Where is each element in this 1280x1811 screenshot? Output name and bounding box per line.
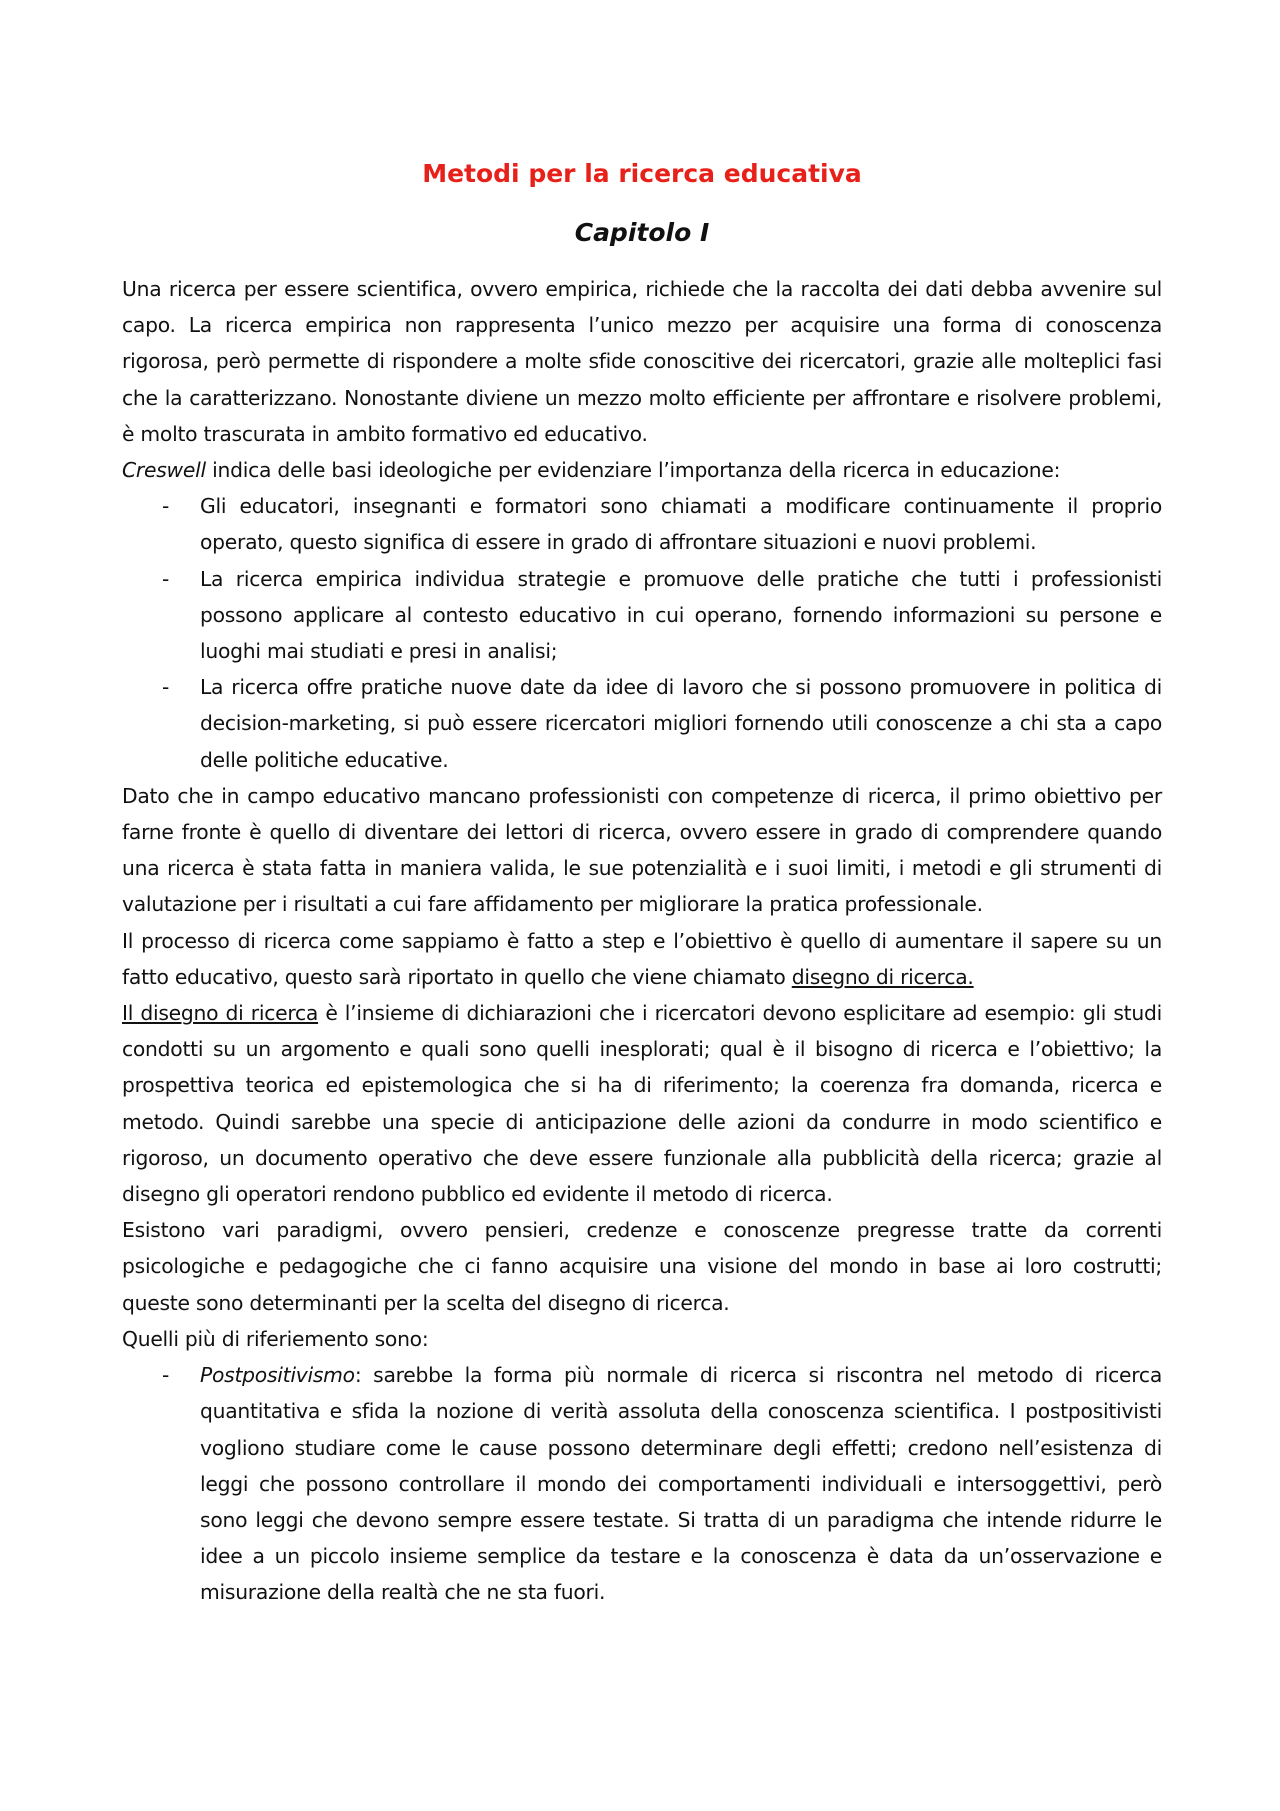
paragraph-processo-text: Il processo di ricerca come sappiamo è fatto a step e l’obiettivo è quello di aumentare il sapere su un fatto educativo, questo sarà riportato in quello che viene chiamato [122,928,1162,989]
document-body [122,271,1162,1611]
author-name: Creswell [122,458,206,483]
paragraph-disegno [122,995,1162,1212]
dash-bullet: - [162,675,170,700]
document-title: Metodi per la ricerca educativa [422,159,862,188]
disegno-term: Il disegno di ricerca [122,1001,319,1026]
dash-bullet: - [162,1363,170,1388]
paragraph-processo [122,923,1162,995]
paradigm-term: Postpositivismo [200,1363,355,1388]
paragraph-lettori: Dato che in campo educativo mancano professionisti con competenze di ricerca, il primo obiettivo per farne fronte è quello di diventare dei lettori di ricerca, ovvero essere in grado di comprendere quando una ricerca è stata fatta in maniera valida, le sue potenzialità e i suoi limiti, i metodi e gli strumenti di valutazione per i risultati a cui fare affidamento per migliorare la pratica professionale. [122,783,1162,917]
list-item-text: : sarebbe la forma più normale di ricerca si riscontra nel metodo di ricerca quantitativa e sfida la nozione di verità assoluta della conoscenza scientifica. I postpositivisti vogliono studiare come le cause possono determinare degli effetti; credono nell’esistenza di leggi che possono controllare il mondo dei comportamenti individuali e intersoggettivi, però sono leggi che devono sempre essere testate. Si tratta di un paradigma che intende ridurre le idee a un piccolo insieme semplice da testare e la conoscenza è data da un’osservazione e misurazione della realtà che ne sta fuori. [200,1363,1162,1605]
bullet-list-basi [122,488,1162,778]
list-item-text: Gli educatori, insegnanti e formatori sono chiamati a modificare continuamente il proprio operato, questo significa di essere in grado di affrontare situazioni e nuovi problemi. [200,494,1162,555]
list-item [122,669,1162,778]
bullet-list-paradigmi [122,1357,1162,1610]
paragraph-disegno-text: è l’insieme di dichiarazioni che i ricercatori devono esplicitare ad esempio: gli studi condotti su un argomento e quali sono quelli inesplorati; qual è il bisogno di ricerca e l’obiettivo; la prospettiva teorica ed epistemologica che si ha di riferimento; la coerenza fra domanda, ricerca e metodo. Quindi sarebbe una specie di anticipazione delle azioni da condurre in modo scientifico e rigoroso, un documento operativo che deve essere funzionale alla pubblicità della ricerca; grazie al disegno gli operatori rendono pubblico ed evidente il metodo di ricerca. [122,1001,1162,1207]
list-item [122,1357,1162,1610]
paragraph-intro: Una ricerca per essere scientifica, ovvero empirica, richiede che la raccolta dei dati debba avvenire sul capo. La ricerca empirica non rappresenta l’unico mezzo per acquisire una forma di conoscenza rigorosa, però permette di rispondere a molte sfide conoscitive dei ricercatori, grazie alle molteplici fasi che la caratterizzano. Nonostante diviene un mezzo molto efficiente per affrontare e risolvere problemi, è molto trascurata in ambito formativo ed educativo. [122,277,1162,446]
paragraph-creswell [122,452,1162,488]
list-item [122,561,1162,670]
list-item-text: La ricerca empirica individua strategie e promuove delle pratiche che tutti i professionisti possono applicare al contesto educativo in cui operano, fornendo informazioni su persone e luoghi mai studiati e presi in analisi; [200,566,1162,664]
paragraph-riferimento: Quelli più di riferiemento sono: [122,1326,429,1351]
dash-bullet: - [162,494,170,519]
paragraph-creswell-text: indica delle basi ideologiche per evidenziare l’importanza della ricerca in educazione: [205,458,1061,483]
dash-bullet: - [162,566,170,591]
chapter-heading: Capitolo I [574,218,710,247]
list-item [122,488,1162,560]
paragraph-paradigmi: Esistono vari paradigmi, ovvero pensieri, credenze e conoscenze pregresse tratte da correnti psicologiche e pedagogiche che ci fanno acquisire una visione del mondo in base ai loro costrutti; queste sono determinanti per la scelta del disegno di ricerca. [122,1218,1162,1315]
disegno-di-ricerca-term: disegno di ricerca. [791,964,974,989]
list-item-text: La ricerca offre pratiche nuove date da idee di lavoro che si possono promuovere in politica di decision-marketing, si può essere ricercatori migliori fornendo utili conoscenze a chi sta a capo delle politiche educative. [200,675,1162,772]
